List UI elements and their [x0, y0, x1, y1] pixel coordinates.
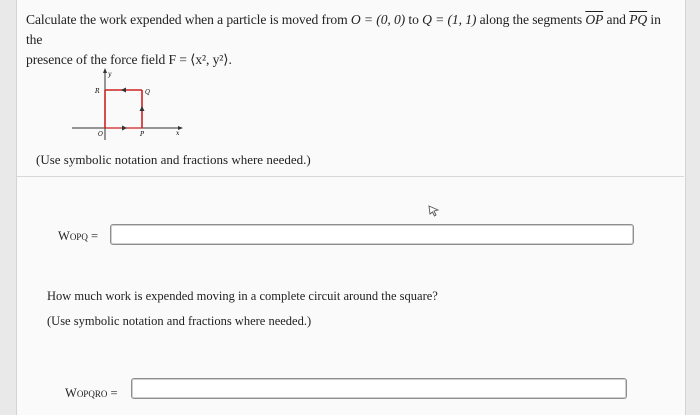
work-opqro-sub: OPQRO — [76, 389, 108, 399]
problem-statement — [26, 10, 676, 70]
work-opq-sub: OPQ — [69, 232, 88, 242]
mid-text: along the segments — [476, 12, 586, 27]
to-word: to — [405, 12, 423, 27]
work-opq-input[interactable] — [110, 224, 634, 245]
mouse-cursor-icon — [428, 205, 440, 217]
point-label-p: P — [140, 131, 145, 138]
work-opq-equals: = — [90, 229, 99, 243]
arrow-qr — [121, 88, 126, 93]
point-label-o: O — [98, 131, 103, 138]
circuit-question: How much work is expended moving in a complete circuit around the square? — [47, 289, 438, 303]
notation-hint-bottom: (Use symbolic notation and fractions where needed.) — [47, 314, 312, 328]
arrow-pq — [140, 106, 145, 111]
notation-hint-top: (Use symbolic notation and fractions where needed.) — [36, 152, 311, 167]
suffix-text: in the — [26, 12, 661, 47]
point-label-q: Q — [145, 89, 150, 96]
line2-prefix: presence of the force field — [26, 52, 169, 67]
problem-prefix: Calculate the work expended when a particle is moved from — [26, 12, 351, 27]
work-opqro-equals: = — [110, 386, 118, 400]
work-opqro-w: W — [65, 386, 77, 400]
axis-label-y: y — [108, 71, 112, 78]
and-word: and — [603, 12, 630, 27]
point-label-r: R — [95, 88, 100, 95]
segment-pq: $\overline{PQ}$ — [629, 12, 648, 27]
point-o: O = (0, 0) — [350, 12, 406, 27]
axis-label-x: x — [176, 130, 180, 137]
arrow-op — [122, 126, 127, 131]
work-opq-w: W — [58, 229, 70, 243]
point-q: Q = (1, 1) — [422, 12, 477, 27]
work-opq-label — [58, 229, 98, 244]
work-opqro-input[interactable] — [131, 378, 627, 399]
square-path-figure — [70, 66, 190, 142]
section-divider — [16, 176, 684, 177]
segment-op: $\overline{OP}$ — [585, 12, 604, 27]
y-axis-arrow — [103, 68, 107, 73]
force-field: F = ⟨x², y²⟩. — [168, 52, 232, 67]
work-opqro-label — [65, 386, 118, 401]
